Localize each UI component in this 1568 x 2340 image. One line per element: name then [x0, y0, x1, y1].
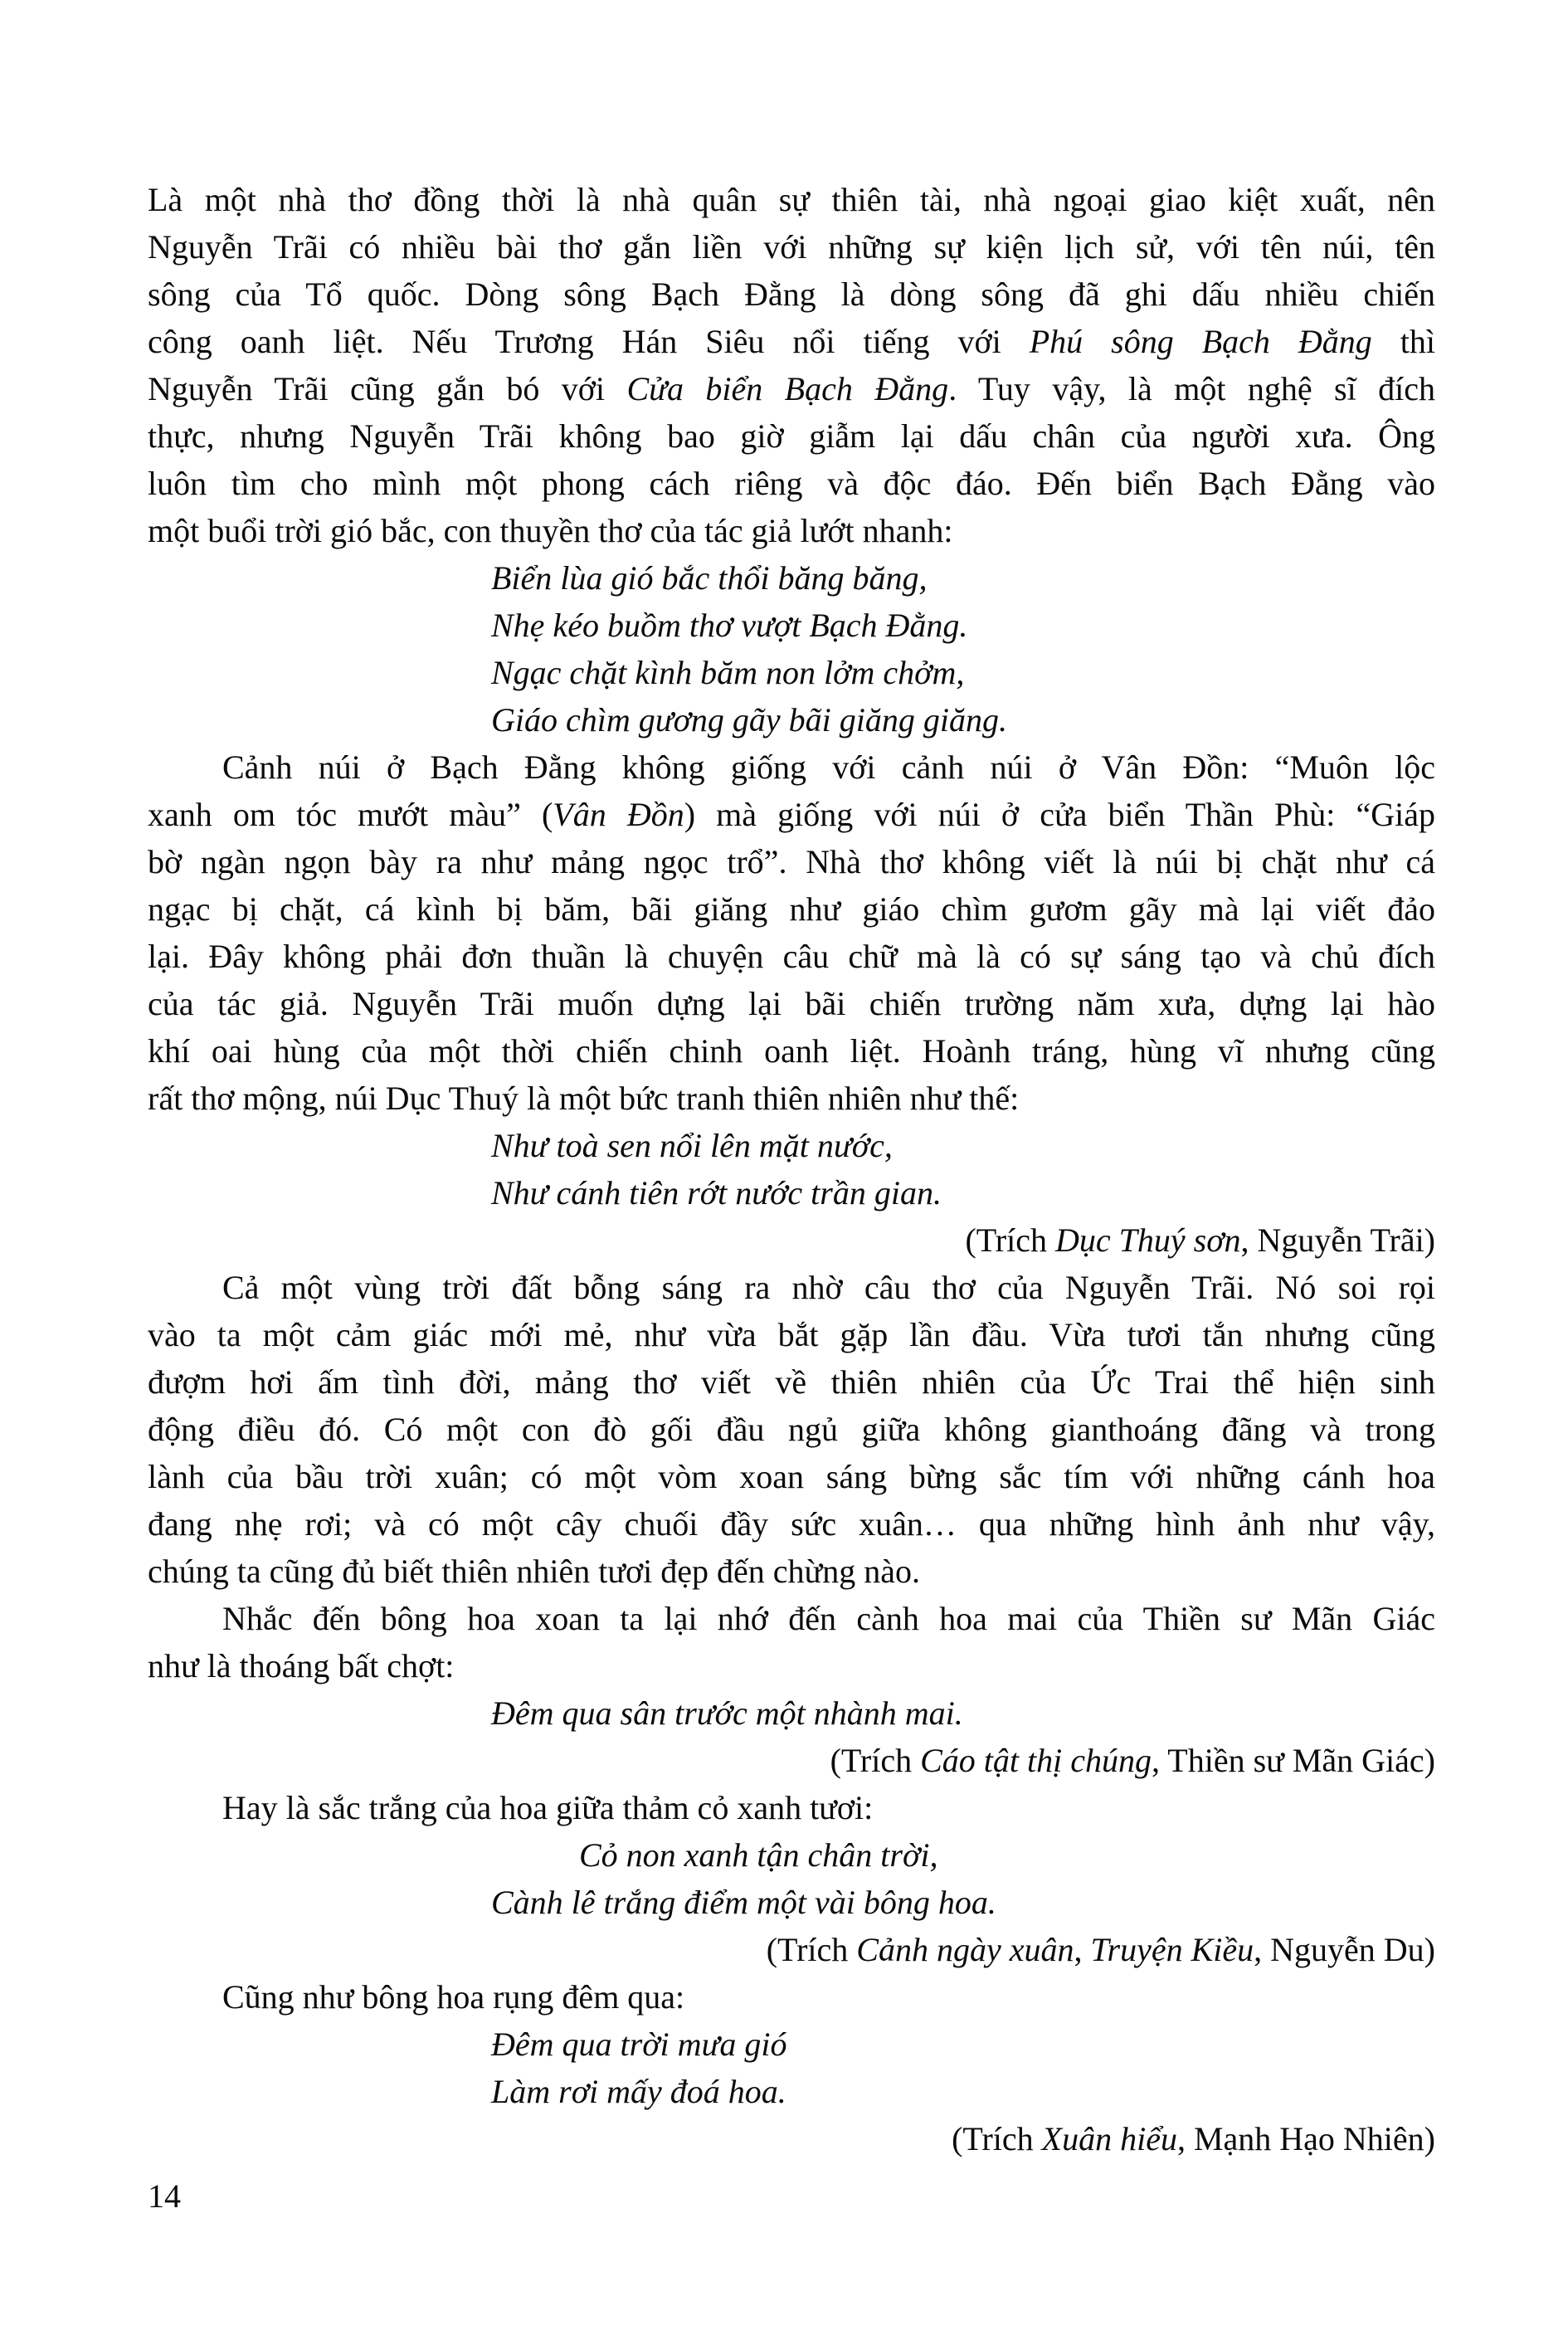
text-run: Nguyễn Trãi cũng gắn bó với [148, 370, 627, 407]
paragraph-line [148, 1264, 1435, 1311]
attribution [148, 1737, 1435, 1784]
paragraph-line [148, 1500, 1435, 1548]
page-number: 14 [148, 2177, 181, 2215]
text-run: Biển lùa gió bắc thổi băng băng, [491, 559, 928, 597]
text-run: sông của Tổ quốc. Dòng sông Bạch Đằng là dòng sông đã ghi dấu nhiều chiến [148, 275, 1435, 313]
attribution [148, 1216, 1435, 1264]
text-run: Cũng như bông hoa rụng đêm qua: [222, 1978, 685, 2016]
text-run: như là thoáng bất chợt: [148, 1647, 455, 1684]
paragraph-line [148, 791, 1435, 838]
text-run: Cành lê trắng điểm một vài bông hoa. [491, 1884, 996, 1921]
attribution-work-title: Truyện Kiều [1090, 1931, 1254, 1968]
text-run: một buổi trời gió bắc, con thuyền thơ của tác giả lướt nhanh: [148, 512, 953, 549]
text-run: bờ ngàn ngọn bày ra như mảng ngọc trổ”. Nhà thơ không viết là núi bị chặt như cá [148, 843, 1435, 880]
paragraph-line [148, 1595, 1435, 1642]
paragraph-line [148, 223, 1435, 271]
paragraph-line [148, 1784, 1435, 1831]
paragraph-line [148, 1548, 1435, 1595]
text-run: lành của bầu trời xuân; có một vòm xoan sáng bừng sắc tím với những cánh hoa [148, 1458, 1435, 1495]
text-run: Cỏ non xanh tận chân trời, [579, 1836, 938, 1874]
text-run: Cảnh núi ở Bạch Đằng không giống với cảnh núi ở Vân Đồn: “Muôn lộc [222, 748, 1435, 786]
work-title: Vân Đồn [553, 796, 684, 833]
text-run: luôn tìm cho mình một phong cách riêng và độc đáo. Đến biển Bạch Đằng vào [148, 465, 1435, 502]
attribution [148, 1926, 1435, 1973]
text-run: Như toà sen nổi lên mặt nước, [491, 1127, 893, 1164]
attribution-work-title: Cáo tật thị chúng [920, 1742, 1152, 1779]
text-run: lại. Đây không phải đơn thuần là chuyện câu chữ mà là có sự sáng tạo và chủ đích [148, 938, 1435, 975]
text-run: thì [1371, 323, 1436, 360]
text-run: của tác giả. Nguyễn Trãi muốn dựng lại bãi chiến trường năm xưa, dựng lại hào [148, 985, 1435, 1022]
verse-line [491, 696, 1435, 743]
text-run: rất thơ mộng, núi Dục Thuý là một bức tranh thiên nhiên như thế: [148, 1080, 1020, 1117]
text-run: Làm rơi mấy đoá hoa. [491, 2073, 786, 2110]
paragraph-line [148, 1406, 1435, 1453]
text-run: Nhẹ kéo buồm thơ vượt Bạch Đằng. [491, 607, 968, 644]
paragraph-line [148, 271, 1435, 318]
verse-line [491, 649, 1435, 696]
text-run: Đêm qua sân trước một nhành mai. [491, 1694, 963, 1732]
text-run: Nguyễn Trãi có nhiều bài thơ gắn liền với những sự kiện lịch sử, với tên núi, tên [148, 228, 1435, 266]
text-run: (Trích [830, 1742, 921, 1779]
text-run: Nhắc đến bông hoa xoan ta lại nhớ đến cành hoa mai của Thiền sư Mãn Giác [222, 1600, 1435, 1637]
verse-line [491, 1169, 1435, 1216]
paragraph-line [148, 1453, 1435, 1500]
paragraph-line [148, 1358, 1435, 1406]
attribution-work-title: Xuân hiểu [1041, 2120, 1177, 2157]
text-run: thực, nhưng Nguyễn Trãi không bao giờ giẫm lại dấu chân của người xưa. Ông [148, 417, 1435, 455]
text-run: đượm hơi ấm tình đời, mảng thơ viết về thiên nhiên của Ức Trai thể hiện sinh [148, 1363, 1435, 1401]
paragraph-line [148, 365, 1435, 412]
text-run: . Tuy vậy, là một nghệ sĩ đích [948, 370, 1436, 407]
text-run: đang nhẹ rơi; và có một cây chuối đầy sức xuân… qua những hình ảnh như vậy, [148, 1505, 1435, 1543]
work-title: Phú sông Bạch Đằng [1029, 323, 1372, 360]
verse-line [491, 602, 1435, 649]
paragraph-line [148, 176, 1435, 223]
paragraph-line [148, 1642, 1435, 1689]
verse-line [491, 2021, 1435, 2068]
text-run: Hay là sắc trắng của hoa giữa thảm cỏ xanh tươi: [222, 1789, 874, 1826]
attribution-author: , Nguyễn Du) [1254, 1931, 1435, 1968]
paragraph-line [148, 1027, 1435, 1075]
text-run: chúng ta cũng đủ biết thiên nhiên tươi đẹp đến chừng nào. [148, 1553, 920, 1590]
verse-line [491, 1122, 1435, 1169]
attribution-work-title: Cảnh ngày xuân [856, 1931, 1074, 1968]
paragraph-line [148, 838, 1435, 885]
text-run: (Trích [766, 1931, 857, 1968]
paragraph-line [148, 980, 1435, 1027]
text-run: khí oai hùng của một thời chiến chinh oanh liệt. Hoành tráng, hùng vĩ nhưng cũng [148, 1032, 1435, 1070]
text-run: (Trích [965, 1221, 1055, 1259]
attribution-work-title: Dục Thuý sơn [1054, 1221, 1241, 1259]
paragraph-line [148, 1075, 1435, 1122]
verse-line [491, 1879, 1435, 1926]
verse-line [491, 554, 1435, 602]
body-text [148, 176, 1435, 2162]
text-run: ) mà giống với núi ở cửa biển Thần Phù: “Giáp [684, 796, 1436, 833]
verse-line [579, 1831, 1435, 1879]
paragraph-line [148, 412, 1435, 460]
paragraph-line [148, 743, 1435, 791]
text-run: Đêm qua trời mưa gió [491, 2026, 787, 2063]
verse-line [491, 1689, 1435, 1737]
paragraph-line [148, 885, 1435, 933]
paragraph-line [148, 1973, 1435, 2021]
attribution [148, 2115, 1435, 2162]
text-run: Cả một vùng trời đất bỗng sáng ra nhờ câu thơ của Nguyễn Trãi. Nó soi rọi [222, 1269, 1435, 1306]
text-run: Giáo chìm gương gãy bãi giăng giăng. [491, 701, 1008, 739]
paragraph-line [148, 460, 1435, 507]
text-run: Như cánh tiên rớt nước trần gian. [491, 1174, 942, 1211]
text-run: Ngạc chặt kình băm non lởm chởm, [491, 654, 965, 691]
text-run: ngạc bị chặt, cá kình bị băm, bãi giăng như giáo chìm gươm gãy mà lại viết đảo [148, 890, 1435, 928]
attribution-author: , Thiền sư Mãn Giác) [1152, 1742, 1435, 1779]
paragraph-line [148, 933, 1435, 980]
text-run: xanh om tóc mướt màu” ( [148, 796, 553, 833]
attribution-author: , Nguyễn Trãi) [1240, 1221, 1435, 1259]
paragraph-line [148, 1311, 1435, 1358]
verse-line [491, 2068, 1435, 2115]
paragraph-line [148, 318, 1435, 365]
work-title: Cửa biển Bạch Đằng [626, 370, 949, 407]
text-run: công oanh liệt. Nếu Trương Hán Siêu nổi tiếng với [148, 323, 1030, 360]
text-run: Là một nhà thơ đồng thời là nhà quân sự thiên tài, nhà ngoại giao kiệt xuất, nên [148, 181, 1435, 218]
text-run: , [1074, 1931, 1091, 1968]
paragraph-line [148, 507, 1435, 554]
text-run: (Trích [952, 2120, 1042, 2157]
text-run: động điều đó. Có một con đò gối đầu ngủ giữa không gianthoáng đãng và trong [148, 1411, 1435, 1448]
attribution-author: , Mạnh Hạo Nhiên) [1176, 2120, 1435, 2157]
text-run: vào ta một cảm giác mới mẻ, như vừa bắt gặp lần đầu. Vừa tươi tắn nhưng cũng [148, 1316, 1435, 1353]
